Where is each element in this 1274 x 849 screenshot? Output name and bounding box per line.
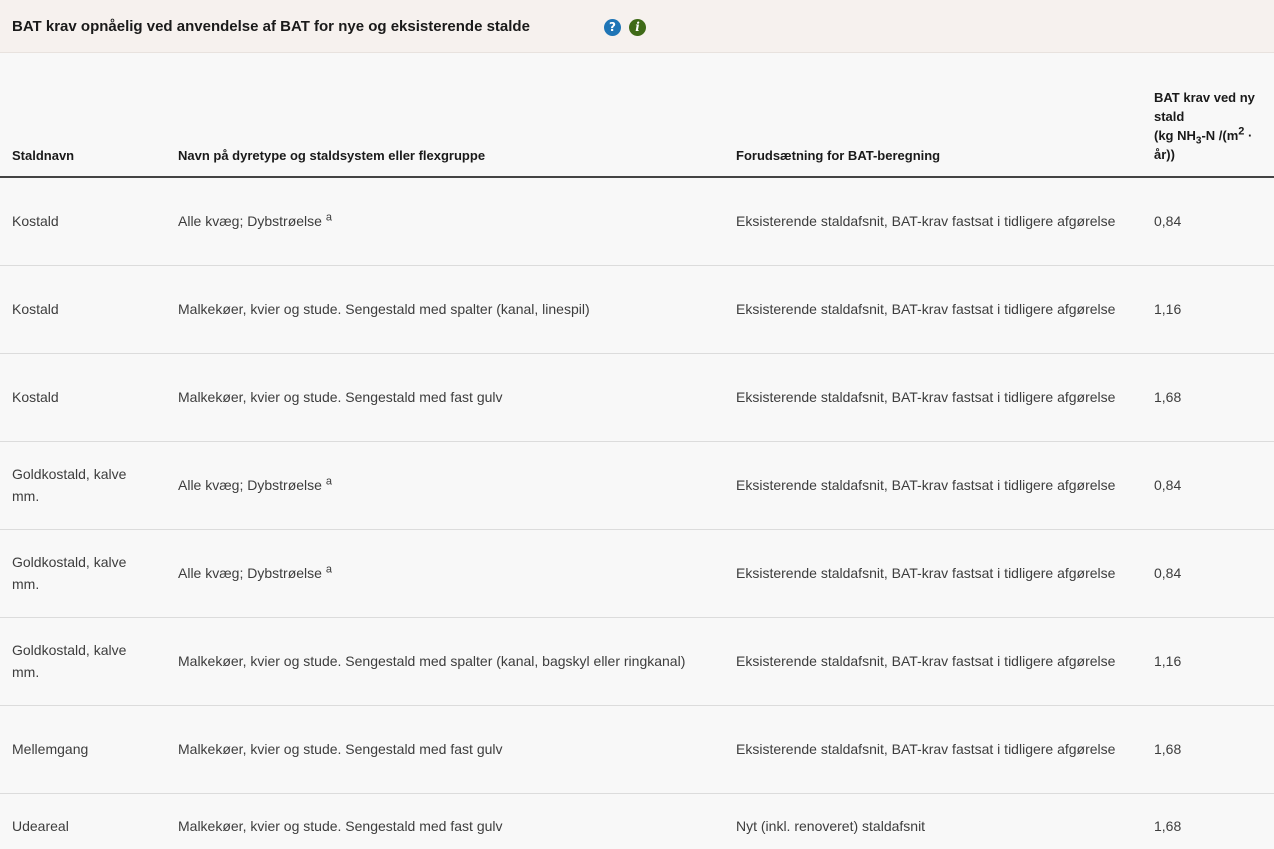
cell-dyretype: [166, 177, 724, 265]
cell-staldnavn-text: Goldkostald, kalve mm.: [12, 642, 127, 680]
cell-bat-krav: [1142, 705, 1274, 793]
cell-forudsaetning-text: Eksisterende staldafsnit, BAT-krav fastsat i tidligere afgørelse: [736, 653, 1116, 669]
cell-forudsaetning-text: Eksisterende staldafsnit, BAT-krav fastsat i tidligere afgørelse: [736, 301, 1116, 317]
cell-staldnavn-text: Kostald: [12, 301, 59, 317]
cell-forudsaetning-text: Nyt (inkl. renoveret) staldafsnit: [736, 818, 926, 835]
cell-bat-krav-text: 1,68: [1154, 818, 1182, 835]
cell-bat-krav: [1142, 441, 1274, 529]
bat-header-unit-c: ·: [1244, 128, 1253, 143]
cell-forudsaetning: [724, 793, 1142, 849]
bat-header-unit-a: (kg NH: [1154, 128, 1196, 143]
cell-dyretype-text: Malkekøer, kvier og stude. Sengestald med fast gulv: [178, 389, 503, 405]
cell-dyretype: [166, 793, 724, 849]
cell-dyretype: [166, 353, 724, 441]
bat-table: [0, 54, 1274, 849]
cell-dyretype-text: Alle kvæg; Dybstrøelse: [178, 565, 322, 581]
info-icon[interactable]: i: [629, 19, 646, 36]
cell-bat-krav: [1142, 529, 1274, 617]
table-row: [0, 529, 1274, 617]
header-row: [0, 54, 1274, 177]
cell-dyretype-text: Malkekøer, kvier og stude. Sengestald med fast gulv: [178, 818, 503, 835]
cell-forudsaetning: [724, 353, 1142, 441]
footnote-marker: a: [325, 475, 332, 488]
table-row: [0, 177, 1274, 265]
cell-dyretype-text: Malkekøer, kvier og stude. Sengestald med fast gulv: [178, 741, 503, 757]
cell-staldnavn-text: Goldkostald, kalve mm.: [12, 554, 127, 592]
cell-dyretype: [166, 265, 724, 353]
bat-header-line4: år)): [1154, 147, 1175, 162]
bat-header-unit-b: -N /(m: [1201, 128, 1239, 143]
cell-staldnavn: [0, 617, 166, 705]
cell-bat-krav-text: 1,16: [1154, 653, 1182, 669]
cell-dyretype: [166, 529, 724, 617]
cell-dyretype: [166, 441, 724, 529]
cell-bat-krav-text: 1,68: [1154, 389, 1182, 405]
cell-dyretype-text: Alle kvæg; Dybstrøelse: [178, 213, 322, 230]
cell-bat-krav: [1142, 617, 1274, 705]
col-header-forudsaetning: Forudsætning for BAT-beregning: [724, 54, 1142, 177]
cell-forudsaetning: [724, 529, 1142, 617]
col-header-dyretype: Navn på dyretype og staldsystem eller flexgruppe: [166, 54, 724, 177]
cell-forudsaetning: [724, 177, 1142, 265]
cell-staldnavn: [0, 529, 166, 617]
cell-forudsaetning-text: Eksisterende staldafsnit, BAT-krav fastsat i tidligere afgørelse: [736, 741, 1116, 757]
cell-bat-krav-text: 1,16: [1154, 301, 1182, 317]
cell-bat-krav-text: 0,84: [1154, 477, 1182, 493]
cell-forudsaetning: [724, 265, 1142, 353]
table-row: [0, 265, 1274, 353]
cell-dyretype: [166, 617, 724, 705]
cell-forudsaetning: [724, 617, 1142, 705]
footnote-marker: a: [325, 211, 332, 224]
cell-bat-krav: [1142, 353, 1274, 441]
cell-staldnavn-text: Goldkostald, kalve mm.: [12, 466, 127, 504]
cell-bat-krav-text: 1,68: [1154, 741, 1182, 757]
table-body: [0, 177, 1274, 849]
cell-bat-krav: [1142, 265, 1274, 353]
table-row: [0, 617, 1274, 705]
cell-staldnavn: [0, 705, 166, 793]
table-row: [0, 353, 1274, 441]
cell-bat-krav-text: 0,84: [1154, 213, 1182, 230]
cell-dyretype-text: Malkekøer, kvier og stude. Sengestald med spalter (kanal, bagskyl eller ringkanal): [178, 653, 686, 669]
cell-bat-krav: [1142, 177, 1274, 265]
section-header: [0, 0, 1274, 53]
cell-staldnavn-text: Kostald: [12, 389, 59, 405]
bat-header-unit-sup: 2: [1238, 125, 1245, 138]
cell-staldnavn: [0, 265, 166, 353]
table-row: [0, 793, 1274, 849]
col-header-staldnavn: Staldnavn: [0, 54, 166, 177]
col-header-bat-krav: [1142, 54, 1274, 177]
cell-staldnavn-text: Mellemgang: [12, 741, 89, 757]
cell-forudsaetning: [724, 705, 1142, 793]
cell-forudsaetning-text: Eksisterende staldafsnit, BAT-krav fastsat i tidligere afgørelse: [736, 477, 1116, 493]
cell-dyretype-text: Alle kvæg; Dybstrøelse: [178, 477, 322, 493]
cell-staldnavn-text: Udeareal: [12, 818, 69, 835]
cell-staldnavn: [0, 177, 166, 265]
cell-forudsaetning-text: Eksisterende staldafsnit, BAT-krav fastsat i tidligere afgørelse: [736, 389, 1116, 405]
cell-staldnavn-text: Kostald: [12, 213, 59, 230]
table-row: [0, 441, 1274, 529]
cell-bat-krav-text: 0,84: [1154, 565, 1182, 581]
cell-dyretype-text: Malkekøer, kvier og stude. Sengestald med spalter (kanal, linespil): [178, 301, 590, 317]
cell-dyretype: [166, 705, 724, 793]
cell-staldnavn: [0, 793, 166, 849]
bat-header-unit-sub: 3: [1195, 135, 1202, 147]
bat-header-line1: BAT krav ved ny: [1154, 90, 1255, 105]
cell-bat-krav: [1142, 793, 1274, 849]
cell-staldnavn: [0, 441, 166, 529]
footnote-marker: a: [325, 563, 332, 576]
table-row: [0, 705, 1274, 793]
bat-header-line2: stald: [1154, 109, 1185, 124]
cell-staldnavn: [0, 353, 166, 441]
cell-forudsaetning: [724, 441, 1142, 529]
help-icon[interactable]: ?: [604, 19, 621, 36]
section-title: BAT krav opnåelig ved anvendelse af BAT for nye og eksisterende stalde: [12, 18, 530, 35]
cell-forudsaetning-text: Eksisterende staldafsnit, BAT-krav fastsat i tidligere afgørelse: [736, 565, 1116, 581]
table-header: [0, 54, 1274, 177]
cell-forudsaetning-text: Eksisterende staldafsnit, BAT-krav fastsat i tidligere afgørelse: [736, 213, 1116, 230]
